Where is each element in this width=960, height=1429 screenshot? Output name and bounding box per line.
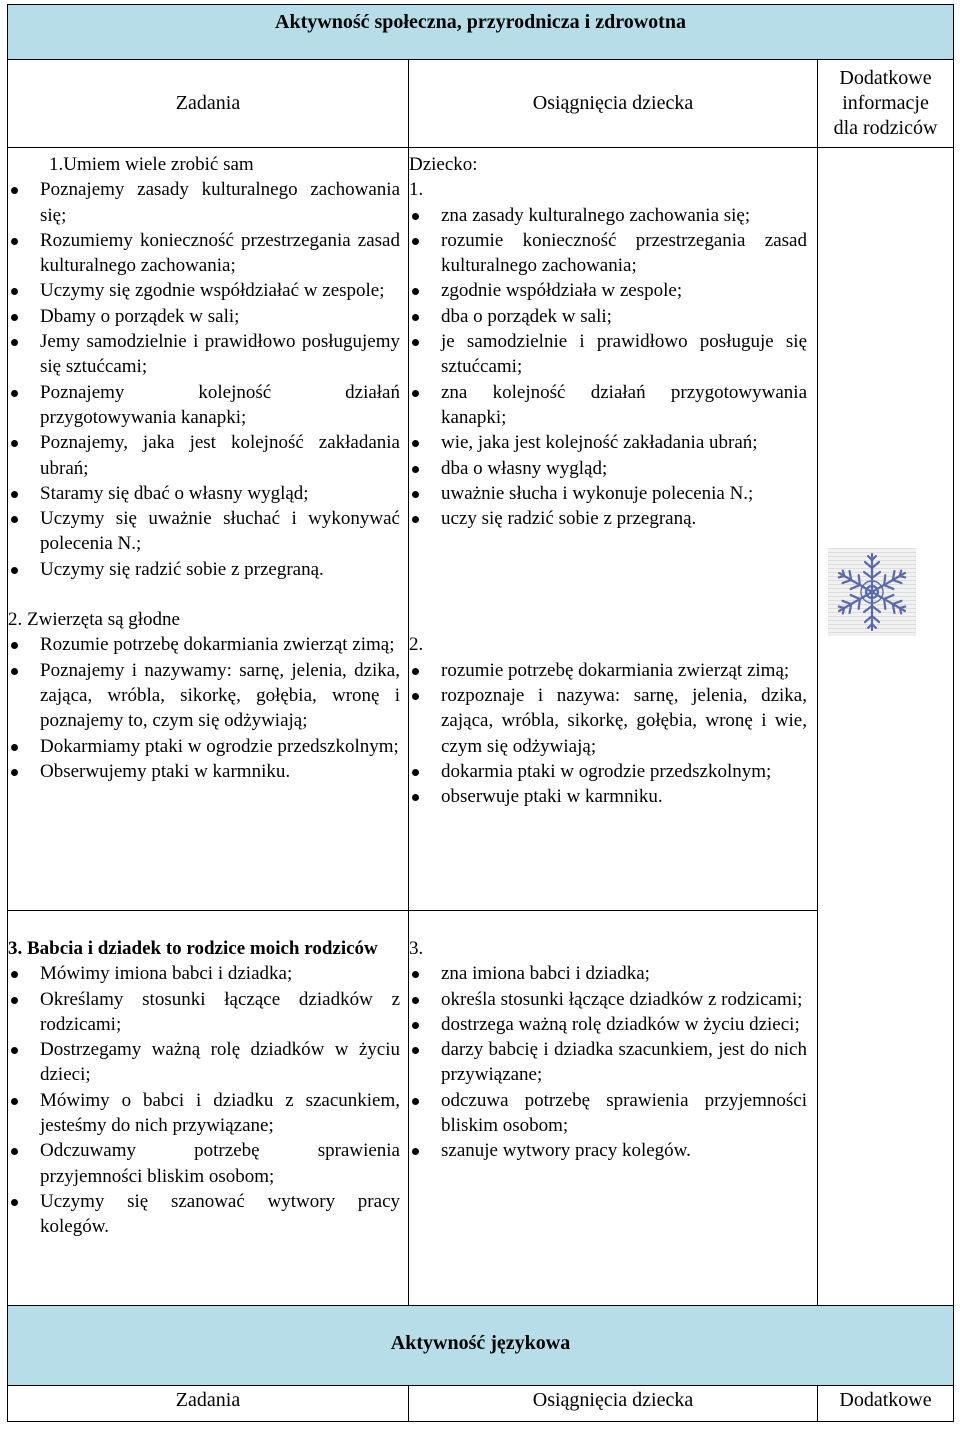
- section2-header-zadania: [8, 1386, 409, 1422]
- section-title: Aktywność społeczna, przyrodnicza i zdrowotna: [275, 11, 686, 33]
- osiagniecia-cell-1-2: [409, 148, 818, 911]
- list-item: szanuje wytwory pracy kolegów.: [409, 1138, 807, 1163]
- list-item: Uczymy się zgodnie współdziałać w zespole;: [8, 278, 400, 303]
- header-dodatkowe: [818, 60, 954, 148]
- list-item: Poznajemy kolejność działań przygotowywania kanapki;: [8, 380, 400, 431]
- list-item: dostrzega ważną rolę dziadków w życiu dzieci;: [409, 1012, 807, 1037]
- section2-header-osiagniecia-label: Osiągnięcia dziecka: [532, 1389, 694, 1411]
- topic3-number: 3.: [409, 938, 424, 959]
- list-item: darzy babcię i dziadka szacunkiem, jest do nich przywiązane;: [409, 1037, 807, 1088]
- list-item: Rozumiemy konieczność przestrzegania zasad kulturalnego zachowania;: [8, 228, 400, 279]
- list-item: zgodnie współdziała w zespole;: [409, 278, 807, 303]
- list-item: rozumie potrzebę dokarmiania zwierząt zimą;: [409, 658, 807, 683]
- list-item: Mówimy o babci i dziadku z szacunkiem, jesteśmy do nich przywiązane;: [8, 1088, 400, 1139]
- topic2-title: 2. Zwierzęta są głodne: [8, 609, 180, 631]
- curriculum-table: [7, 4, 954, 1422]
- list-item: Rozumie potrzebę dokarmiania zwierząt zimą;: [8, 632, 400, 657]
- list-item: Mówimy imiona babci i dziadka;: [8, 961, 400, 986]
- header-osiagniecia: [409, 60, 818, 148]
- zadania-cell-1-2: [8, 148, 409, 911]
- osiagniecia-cell-3: [409, 911, 818, 1306]
- topic2-task-list: [8, 632, 400, 784]
- topic1-achievement-list: [409, 203, 807, 532]
- list-item: Uczymy się uważnie słuchać i wykonywać polecenia N.;: [8, 506, 400, 557]
- header-zadania-label: Zadania: [175, 92, 241, 114]
- list-item: Jemy samodzielnie i prawidłowo posługujemy się sztućcami;: [8, 329, 400, 380]
- snowflake-icon: [828, 548, 916, 636]
- section-title-band: [8, 5, 954, 60]
- list-item: Staramy się dbać o własny wygląd;: [8, 481, 400, 506]
- list-item: obserwuje ptaki w karmniku.: [409, 784, 807, 809]
- list-item: rozpoznaje i nazywa: sarnę, jelenia, dzika, zająca, wróbla, sikorkę, gołębia, wronę i wie, czym się odżywiają;: [409, 683, 807, 759]
- zadania-cell-3: [8, 911, 409, 1306]
- header-zadania: [8, 60, 409, 148]
- list-item: Poznajemy i nazywamy: sarnę, jelenia, dzika, zająca, wróbla, sikorkę, gołębia, wronę i poznajemy to, czym się odżywiają;: [8, 658, 400, 734]
- list-item: Poznajemy zasady kulturalnego zachowania się;: [8, 177, 400, 228]
- list-item: zna kolejność działań przygotowywania kanapki;: [409, 380, 807, 431]
- list-item: określa stosunki łączące dziadków z rodzicami;: [409, 987, 807, 1012]
- header-osiagniecia-label: Osiągnięcia dziecka: [532, 92, 694, 114]
- dodatkowe-cell: [818, 148, 954, 1306]
- section2-header-osiagniecia: [409, 1386, 818, 1422]
- list-item: dba o porządek w sali;: [409, 304, 807, 329]
- section2-header-dodatkowe-label: Dodatkowe: [839, 1389, 932, 1411]
- list-item: Dbamy o porządek w sali;: [8, 304, 400, 329]
- topic3-achievement-list: [409, 961, 807, 1163]
- child-label: Dziecko:: [409, 154, 478, 175]
- list-item: Odczuwamy potrzebę sprawienia przyjemności bliskim osobom;: [8, 1138, 400, 1189]
- list-item: Określamy stosunki łączące dziadków z rodzicami;: [8, 987, 400, 1038]
- list-item: dokarmia ptaki w ogrodzie przedszkolnym;: [409, 759, 807, 784]
- list-item: rozumie konieczność przestrzegania zasad kulturalnego zachowania;: [409, 228, 807, 279]
- topic2-achievement-list: [409, 658, 807, 810]
- topic1-number: 1.: [409, 179, 424, 201]
- topic1-task-list: [8, 177, 400, 582]
- list-item: Uczymy się szanować wytwory pracy kolegów.: [8, 1189, 400, 1240]
- document-page: [7, 4, 953, 1429]
- list-item: Poznajemy, jaka jest kolejność zakładania ubrań;: [8, 430, 400, 481]
- list-item: Dostrzegamy ważną rolę dziadków w życiu dzieci;: [8, 1037, 400, 1088]
- topic1-title: 1.Umiem wiele zrobić sam: [49, 154, 254, 175]
- section2-title: Aktywność językowa: [390, 1332, 571, 1354]
- header-dodatkowe-line2: informacje: [842, 92, 929, 114]
- list-item: wie, jaka jest kolejność zakładania ubrań;: [409, 430, 807, 455]
- list-item: dba o własny wygląd;: [409, 456, 807, 481]
- header-dodatkowe-line1: Dodatkowe: [839, 67, 932, 89]
- header-dodatkowe-line3: dla rodziców: [833, 117, 938, 139]
- section2-title-band: [8, 1306, 954, 1386]
- topic3-title: [8, 936, 400, 961]
- list-item: zna imiona babci i dziadka;: [409, 961, 807, 986]
- list-item: uczy się radzić sobie z przegraną.: [409, 506, 807, 531]
- topic2-number: 2.: [409, 634, 424, 656]
- list-item: Obserwujemy ptaki w karmniku.: [8, 759, 400, 784]
- topic3-task-list: [8, 961, 400, 1239]
- topic3-title-text: 3. Babcia i dziadek to rodzice moich rodziców: [8, 938, 378, 959]
- section2-header-dodatkowe: [818, 1386, 954, 1422]
- list-item: uważnie słucha i wykonuje polecenia N.;: [409, 481, 807, 506]
- list-item: Uczymy się radzić sobie z przegraną.: [8, 557, 400, 582]
- spacer: [409, 531, 807, 632]
- list-item: odczuwa potrzebę sprawienia przyjemności bliskim osobom;: [409, 1088, 807, 1139]
- section2-header-zadania-label: Zadania: [175, 1389, 241, 1411]
- spacer: [8, 582, 400, 607]
- list-item: je samodzielnie i prawidłowo posługuje się sztućcami;: [409, 329, 807, 380]
- list-item: zna zasady kulturalnego zachowania się;: [409, 203, 807, 228]
- list-item: Dokarmiamy ptaki w ogrodzie przedszkolnym;: [8, 734, 400, 759]
